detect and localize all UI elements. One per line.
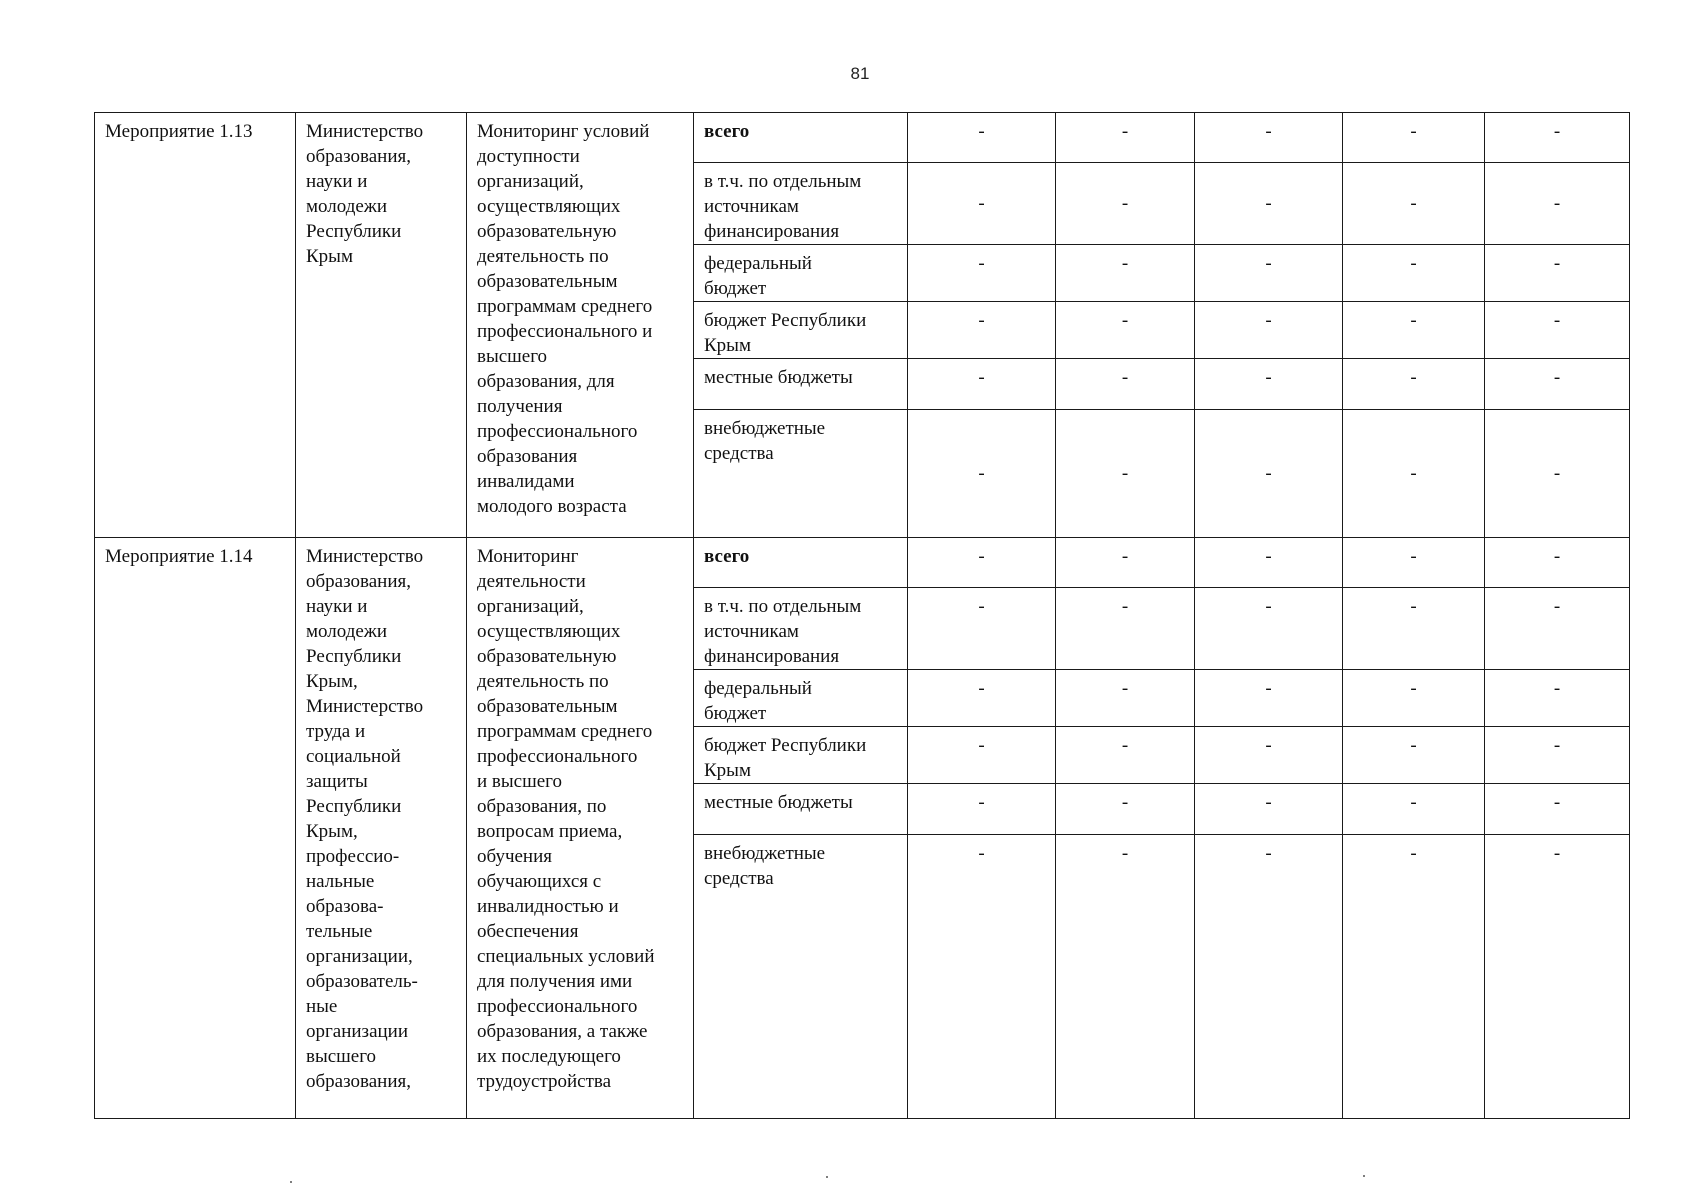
value-cell: - xyxy=(908,163,1056,245)
value-cell: - xyxy=(1056,727,1195,784)
value-cell: - xyxy=(1485,410,1630,538)
value-cell: - xyxy=(1195,538,1343,588)
value-cell: - xyxy=(1056,784,1195,835)
event-name-cell: Мероприятие 1.13 xyxy=(95,113,296,538)
value-cell: - xyxy=(1343,588,1485,670)
value-cell: - xyxy=(908,359,1056,410)
value-cell: - xyxy=(1195,410,1343,538)
value-cell: - xyxy=(1485,588,1630,670)
value-cell: - xyxy=(1485,670,1630,727)
value-cell: - xyxy=(1195,727,1343,784)
page-number: 81 xyxy=(850,64,870,83)
value-cell: - xyxy=(1343,245,1485,302)
funding-source-cell: местные бюджеты xyxy=(694,784,908,835)
value-cell: - xyxy=(908,302,1056,359)
value-cell: - xyxy=(1195,245,1343,302)
funding-source-cell: бюджет Республики Крым xyxy=(694,727,908,784)
value-cell: - xyxy=(1195,163,1343,245)
value-cell: - xyxy=(1485,113,1630,163)
executor-cell: Министерство образования, науки и молодежи Республики Крым, Министерство труда и социальной защиты Республики Крым, профессио- нальные образова- тельные организации, образователь- ные организации высшего образования, xyxy=(296,538,467,1119)
funding-source-cell: федеральный бюджет xyxy=(694,245,908,302)
value-cell: - xyxy=(908,784,1056,835)
table-row xyxy=(95,538,1630,588)
value-cell: - xyxy=(1056,538,1195,588)
funding-source-cell: внебюджетные средства xyxy=(694,835,908,1119)
value-cell: - xyxy=(1195,588,1343,670)
value-cell: - xyxy=(1195,784,1343,835)
scan-speck xyxy=(826,1176,828,1178)
value-cell: - xyxy=(1195,359,1343,410)
value-cell: - xyxy=(908,538,1056,588)
funding-source-cell: всего xyxy=(694,113,908,163)
scan-speck xyxy=(1363,1175,1365,1177)
value-cell: - xyxy=(908,588,1056,670)
value-cell: - xyxy=(1056,670,1195,727)
value-cell: - xyxy=(1056,359,1195,410)
value-cell: - xyxy=(1485,538,1630,588)
value-cell: - xyxy=(1485,245,1630,302)
value-cell: - xyxy=(1485,359,1630,410)
table-row xyxy=(95,113,1630,163)
value-cell: - xyxy=(1056,163,1195,245)
value-cell: - xyxy=(1343,163,1485,245)
funding-source-cell: бюджет Республики Крым xyxy=(694,302,908,359)
value-cell: - xyxy=(908,113,1056,163)
value-cell: - xyxy=(908,410,1056,538)
value-cell: - xyxy=(1195,670,1343,727)
funding-source-cell: всего xyxy=(694,538,908,588)
description-cell: Мониторинг условий доступности организаций, осуществляющих образовательную деятельность по образовательным программам среднего профессионального и высшего образования, для получения профессионального образования инвалидами молодого возраста xyxy=(467,113,694,538)
description-cell: Мониторинг деятельности организаций, осуществляющих образовательную деятельность по образовательным программам среднего профессионального и высшего образования, по вопросам приема, обучения обучающихся с инвалидностью и обеспечения специальных условий для получения ими профессионального образования, а также их последующего трудоустройства xyxy=(467,538,694,1119)
value-cell: - xyxy=(1343,113,1485,163)
value-cell: - xyxy=(1056,835,1195,1119)
executor-cell: Министерство образования, науки и молодежи Республики Крым xyxy=(296,113,467,538)
funding-source-cell: федеральный бюджет xyxy=(694,670,908,727)
funding-table xyxy=(94,112,1630,1119)
value-cell: - xyxy=(1056,113,1195,163)
value-cell: - xyxy=(1343,784,1485,835)
value-cell: - xyxy=(1343,359,1485,410)
value-cell: - xyxy=(1056,410,1195,538)
funding-source-cell: в т.ч. по отдельным источникам финансирования xyxy=(694,588,908,670)
value-cell: - xyxy=(1343,835,1485,1119)
value-cell: - xyxy=(908,245,1056,302)
value-cell: - xyxy=(1485,727,1630,784)
value-cell: - xyxy=(1195,835,1343,1119)
value-cell: - xyxy=(908,835,1056,1119)
value-cell: - xyxy=(1343,538,1485,588)
value-cell: - xyxy=(1343,670,1485,727)
value-cell: - xyxy=(1485,302,1630,359)
value-cell: - xyxy=(1195,113,1343,163)
funding-source-cell: местные бюджеты xyxy=(694,359,908,410)
scan-speck xyxy=(290,1181,292,1183)
value-cell: - xyxy=(1195,302,1343,359)
value-cell: - xyxy=(908,727,1056,784)
event-name-cell: Мероприятие 1.14 xyxy=(95,538,296,1119)
value-cell: - xyxy=(1343,410,1485,538)
value-cell: - xyxy=(1485,784,1630,835)
value-cell: - xyxy=(1056,245,1195,302)
value-cell: - xyxy=(1485,163,1630,245)
value-cell: - xyxy=(1343,727,1485,784)
value-cell: - xyxy=(908,670,1056,727)
value-cell: - xyxy=(1056,302,1195,359)
value-cell: - xyxy=(1343,302,1485,359)
value-cell: - xyxy=(1485,835,1630,1119)
funding-source-cell: внебюджетные средства xyxy=(694,410,908,538)
value-cell: - xyxy=(1056,588,1195,670)
funding-source-cell: в т.ч. по отдельным источникам финансирования xyxy=(694,163,908,245)
